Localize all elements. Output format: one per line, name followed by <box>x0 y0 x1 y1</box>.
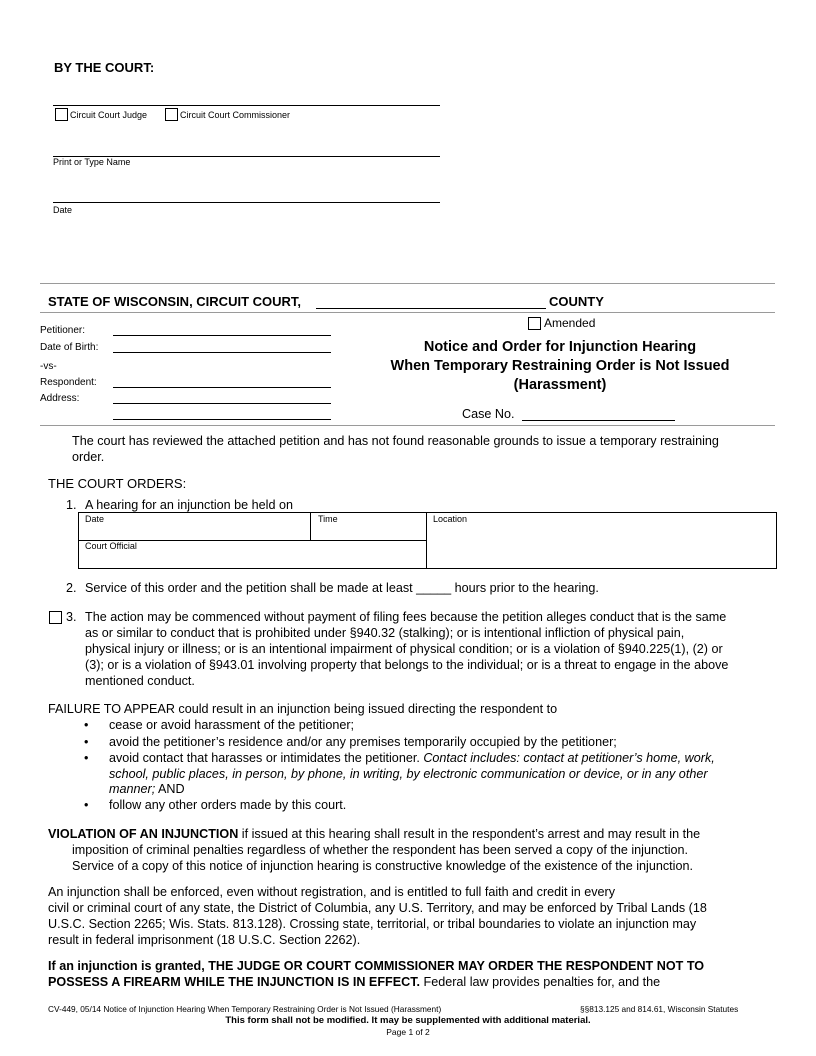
footer-statutes: §§813.125 and 814.61, Wisconsin Statutes <box>580 1004 739 1014</box>
form-title-line1: Notice and Order for Injunction Hearing <box>423 339 697 355</box>
county-label: COUNTY <box>549 294 604 309</box>
item3-line1: The action may be commenced without payment of filing fees because the petition alleges conduct that is the same <box>85 610 727 624</box>
dob-line[interactable] <box>113 352 331 353</box>
address-label: Address: <box>40 393 80 404</box>
enforce-line3: U.S.C. Section 2265; Wis. Stats. 813.128). Crossing state, territorial, or tribal boundaries to violate an injunction may <box>48 917 697 931</box>
firearm-line2: POSSESS A FIREARM WHILE THE INJUNCTION IS IN EFFECT. Federal law provides penalties for, and the <box>48 975 661 989</box>
caption-top-rule <box>40 283 775 284</box>
item3-line3: physical injury or illness; or is an intentional impairment of physical condition; or is a violation of §940.225(1), (2) or <box>85 642 723 656</box>
date-line[interactable] <box>53 202 440 203</box>
case-no-line[interactable] <box>522 420 675 421</box>
case-no-label: Case No. <box>462 407 515 421</box>
violation-heading: VIOLATION OF AN INJUNCTION <box>48 827 239 841</box>
petitioner-label: Petitioner: <box>40 325 86 336</box>
dob-label: Date of Birth: <box>40 342 99 353</box>
county-name-line[interactable] <box>316 308 546 309</box>
hearing-time-field[interactable]: Time <box>318 514 338 524</box>
address-line-1[interactable] <box>113 403 331 404</box>
caption-bottom-rule <box>40 425 775 426</box>
violation-line1: VIOLATION OF AN INJUNCTION if issued at this hearing shall result in the respondent’s arrest and may result in the <box>48 827 701 841</box>
bullet-text: avoid the petitioner’s residence and/or any premises temporarily occupied by the petitioner; <box>109 735 617 749</box>
item3-line2: as or similar to conduct that is prohibited under §940.32 (stalking); or is intentional infliction of physical pain, <box>85 626 685 640</box>
form-title-line2: When Temporary Restraining Order is Not Issued <box>390 358 730 374</box>
judge-label: Circuit Court Judge <box>70 110 148 120</box>
print-name-label: Print or Type Name <box>53 157 131 167</box>
commissioner-checkbox[interactable] <box>165 108 178 121</box>
item2-number: 2. <box>66 581 77 595</box>
court-official-field[interactable]: Court Official <box>85 541 137 551</box>
violation-line3: Service of a copy of this notice of injunction hearing is constructive knowledge of the existence of the injunction. <box>72 859 693 873</box>
enforce-line2: civil or criminal court of any state, the District of Columbia, any U.S. Territory, and may be enforced by Tribal Lands (18 <box>48 901 707 915</box>
item1-number: 1. <box>66 498 77 512</box>
address-line-2[interactable] <box>113 419 331 420</box>
amended-label: Amended <box>544 316 596 330</box>
enforce-line1: An injunction shall be enforced, even without registration, and is entitled to full faith and credit in every <box>48 885 616 899</box>
failure-paragraph <box>48 701 778 717</box>
firearm-line1: If an injunction is granted, THE JUDGE OR COURT COMMISSIONER MAY ORDER THE RESPONDENT NOT TO <box>48 959 705 973</box>
bullet-text: avoid contact that harasses or intimidates the petitioner. Contact includes: contact at petitioner’s home, work, <box>109 751 715 765</box>
enforce-line4: result in federal imprisonment (18 U.S.C. Section 2262). <box>48 933 361 947</box>
hearing-date-field[interactable]: Date <box>85 514 105 524</box>
violation-line2: imposition of criminal penalties regardless of whether the respondent has been served a copy of the injunction. <box>72 843 689 857</box>
bullet-text: cease or avoid harassment of the petitioner; <box>109 718 355 732</box>
petitioner-line[interactable] <box>113 335 331 336</box>
item2-text: Service of this order and the petition shall be made at least _____ hours prior to the hearing. <box>85 581 599 595</box>
item3-number: 3. <box>66 610 77 624</box>
signature-line[interactable] <box>53 105 440 106</box>
item3-line5: mentioned conduct. <box>85 674 195 688</box>
bullet-dot: • <box>84 718 89 732</box>
commissioner-label: Circuit Court Commissioner <box>180 110 291 120</box>
respondent-line[interactable] <box>113 387 331 388</box>
court-orders-heading: THE COURT ORDERS: <box>48 476 187 491</box>
hearing-table-divider-location <box>426 512 427 568</box>
amended-checkbox[interactable] <box>528 317 541 330</box>
footer-form-id: CV-449, 05/14 Notice of Injunction Hearing When Temporary Restraining Order is Not Issued (Harassment) <box>48 1004 442 1014</box>
footer-notice: This form shall not be modified. It may be supplemented with additional material. <box>225 1015 591 1026</box>
item3-line4: (3); or is a violation of §943.01 involving property that belongs to the individual; or is a threat to engage in the above <box>85 658 729 672</box>
form-title-line3: (Harassment) <box>513 377 607 393</box>
bullet-dot: • <box>84 735 89 749</box>
date-label: Date <box>53 205 73 215</box>
state-court-label: STATE OF WISCONSIN, CIRCUIT COURT, <box>48 294 302 309</box>
hearing-location-field[interactable]: Location <box>433 514 468 524</box>
failure-heading: FAILURE TO APPEAR <box>48 702 175 716</box>
by-the-court-heading: BY THE COURT: <box>54 60 155 75</box>
bullet-dot: • <box>84 751 89 765</box>
intro-line2: order. <box>72 450 105 464</box>
bullet-dot: • <box>84 798 89 812</box>
caption-mid-rule <box>40 312 775 313</box>
respondent-label: Respondent: <box>40 377 97 388</box>
hearing-table-divider-date-time <box>310 512 311 540</box>
footer-page-number: Page 1 of 2 <box>386 1027 430 1037</box>
judge-checkbox[interactable] <box>55 108 68 121</box>
intro-line1: The court has reviewed the attached petition and has not found reasonable grounds to issue a temporary restraining <box>72 434 719 448</box>
item3-checkbox[interactable] <box>49 611 62 624</box>
vs-label: -vs- <box>40 361 57 372</box>
item1-text: A hearing for an injunction be held on <box>85 498 293 512</box>
bullet-text: follow any other orders made by this court. <box>109 798 347 812</box>
failure-text: could result in an injunction being issued directing the respondent to <box>174 702 558 716</box>
